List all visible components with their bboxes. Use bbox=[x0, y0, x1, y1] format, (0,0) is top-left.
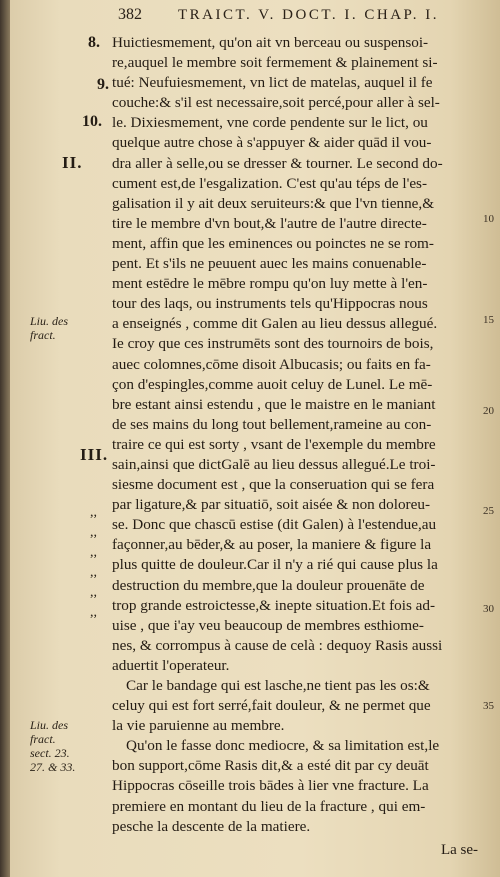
text-line: bon support,cōme Rasis dit,& a esté dit par cy deuāt bbox=[112, 757, 429, 775]
text-line: Hippocras cōseille trois bādes à lier vne fracture. La bbox=[112, 777, 429, 795]
paragraph-number-8: 8. bbox=[88, 34, 100, 51]
text-line: Huictiesmement, qu'on ait vn berceau ou suspensoi- bbox=[112, 34, 429, 51]
text-line: Car le bandage qui est lasche,ne tient pas les os:& bbox=[126, 677, 430, 694]
text-line: de ses mains du long tout bellement,rameine au con- bbox=[112, 415, 432, 433]
text-line: pesche la descente de la matiere. bbox=[112, 817, 311, 835]
text-line: premiere en montant du lieu de la fracture , qui em- bbox=[112, 797, 426, 815]
text-line: cument est,de l'esgalization. C'est qu'au téps de l'es- bbox=[112, 174, 428, 192]
text-line: façonner,au bēder,& au poser, la maniere & figure la bbox=[112, 536, 432, 554]
section-mark-iii: III. bbox=[80, 445, 109, 464]
text-line: celuy qui est fort serré,fait douleur, & ne permet que bbox=[112, 697, 431, 715]
text-line: se. Donc que chascū estise (dit Galen) à l'estendue,au bbox=[112, 516, 437, 534]
quote-mark: ,, bbox=[90, 525, 97, 540]
section-mark-ii: II. bbox=[62, 153, 83, 172]
margin-note-line: 27. & 33. bbox=[30, 760, 76, 774]
text-line: auec colomnes,cōme disoit Albucasis; ou faits en fa- bbox=[112, 355, 431, 373]
margin-note-fractures-1 bbox=[30, 314, 68, 342]
text-line: destruction du membre,que la douleur prouenāte de bbox=[112, 576, 425, 594]
text-line: aduertit l'operateur. bbox=[112, 656, 230, 674]
text-line: nes, & corrompus à cause de celà : dequoy Rasis aussi bbox=[112, 636, 443, 654]
text-line: plus quitte de douleur.Car il n'y a rié qui cause plus la bbox=[112, 556, 438, 574]
page-number: 382 bbox=[118, 6, 142, 23]
text-line: la vie paruienne au membre. bbox=[112, 717, 285, 735]
running-title: TRAICT. V. DOCT. I. CHAP. I. bbox=[178, 7, 439, 23]
quote-mark: ,, bbox=[90, 545, 97, 560]
quote-mark: ,, bbox=[90, 605, 97, 620]
text-line: Ie croy que ces instrumēts sont des tournoirs de bois, bbox=[112, 335, 434, 353]
line-number-25: 25 bbox=[483, 505, 494, 517]
text-line: quelque autre chose à s'appuyer & aider quād il vou- bbox=[112, 134, 432, 152]
text-line: ment estēdre le mēbre rompu qu'on luy mette à l'en- bbox=[112, 275, 428, 293]
margin-note-line: sect. 23. bbox=[30, 746, 70, 760]
text-line: sain,ainsi que dictGalē au lieu dessus allegué.Le troi- bbox=[112, 455, 436, 473]
text-line: re,auquel le membre soit fermement & plainement si- bbox=[112, 54, 438, 72]
margin-note-line: Liu. des bbox=[30, 314, 69, 328]
body-text bbox=[112, 33, 490, 837]
quote-mark: ,, bbox=[90, 565, 97, 580]
line-number-35: 35 bbox=[483, 700, 494, 712]
text-line: a enseignés , comme dit Galen au lieu dessus allegué. bbox=[112, 315, 438, 333]
text-line: galisation il y ait deux seruiteurs:& que l'vn tienne,& bbox=[112, 194, 435, 212]
paragraph-number-10: 10. bbox=[82, 113, 102, 130]
margin-note-fractures-2 bbox=[30, 718, 75, 774]
text-line: tour des laqs, ou instruments tels qu'Hippocras nous bbox=[112, 295, 428, 313]
text-line: pent. Et s'ils ne peuuent auec les mains conuenable- bbox=[112, 255, 427, 273]
text-line: ment, affin que les eminences ou poinctes ne se rom- bbox=[112, 234, 434, 252]
text-line: par ligature,& par situatiō, soit aisée & non doloreu- bbox=[112, 496, 431, 514]
text-line: siesme document est , que la conseruation qui se fera bbox=[112, 476, 435, 494]
book-gutter bbox=[0, 0, 10, 877]
line-number-30: 30 bbox=[483, 603, 494, 615]
text-line: tué: Neufuiesmement, vn lict de matelas, auquel il fe bbox=[112, 74, 433, 92]
text-line: dra aller à selle,ou se dresser & tourner. Le second do- bbox=[112, 154, 443, 172]
running-head bbox=[100, 6, 492, 28]
catchword: La se- bbox=[440, 842, 478, 858]
paragraph-number-9: 9. bbox=[97, 76, 109, 93]
margin-note-line: Liu. des bbox=[30, 718, 69, 732]
text-line: Qu'on le fasse donc mediocre, & sa limitation est,le bbox=[126, 737, 440, 755]
margin-note-line: fract. bbox=[30, 328, 56, 342]
text-line: bre estant ainsi estendu , que le maistre en le maniant bbox=[112, 395, 436, 413]
text-line: trop grande estroictesse,& inepte situation.Et fois ad- bbox=[112, 596, 436, 614]
line-number-15: 15 bbox=[483, 314, 494, 326]
text-line: çon d'espingles,comme auoit celuy de Lunel. Le mē- bbox=[112, 375, 433, 393]
line-number-10: 10 bbox=[483, 213, 494, 225]
text-line: tire le membre d'vn bout,& l'autre de l'autre directe- bbox=[112, 214, 427, 232]
margin-note-line: fract. bbox=[30, 732, 56, 746]
line-number-20: 20 bbox=[483, 405, 494, 417]
text-line: uise , que i'ay veu beaucoup de membres esthiome- bbox=[112, 616, 424, 634]
text-line: couche:& s'il est necessaire,soit percé,pour aller à sel- bbox=[112, 94, 440, 112]
text-line: traire ce qui est sorty , vsant de l'exemple du membre bbox=[112, 435, 436, 453]
quote-mark: ,, bbox=[90, 585, 97, 600]
text-line: le. Dixiesmement, vne corde pendente sur le lict, ou bbox=[112, 114, 428, 132]
quote-mark: ,, bbox=[90, 505, 97, 520]
